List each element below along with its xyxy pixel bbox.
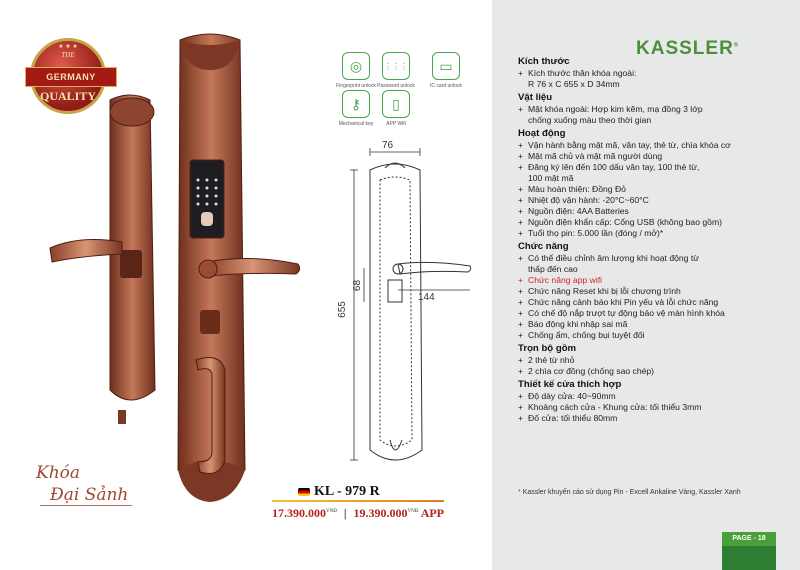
spec-item-text: Nguồn điện khẩn cấp: Cổng USB (không bao gồm) — [528, 217, 722, 227]
spec-item-text: Độ dày cửa: 40~90mm — [528, 391, 616, 401]
spec-item-text: Nhiệt độ vận hành: -20°C~60°C — [528, 195, 649, 205]
spec-item-text: Kích thước thân khóa ngoài: — [528, 68, 637, 78]
currency-1: VNĐ — [326, 509, 337, 514]
spec-item-text: Có thể điều chỉnh âm lượng khi hoạt động từ — [528, 253, 699, 263]
spec-item — [518, 286, 788, 297]
spec-item — [518, 104, 788, 126]
spec-items — [518, 104, 788, 126]
dim-width: 76 — [382, 140, 394, 151]
price-standard: 17.390.000 — [272, 506, 326, 520]
spec-item-text: Chức năng app wifi — [528, 275, 603, 285]
page-tab-bar — [722, 546, 776, 570]
price-app: 19.390.000 — [353, 506, 408, 520]
spec-item — [518, 355, 788, 366]
spec-item-text: Báo động khi nhập sai mã — [528, 319, 628, 329]
brand-mark: ® — [733, 42, 740, 49]
germany-flag-icon — [298, 488, 310, 496]
spec-item-text: Có chế độ nắp trượt tự động bảo vệ màn hình khóa — [528, 308, 725, 318]
spec-item-text: Mặt khóa ngoài: Hợp kim kẽm, mạ đồng 3 lớp — [528, 104, 703, 114]
spec-items — [518, 140, 788, 239]
spec-item-text: Đố cửa: tối thiểu 80mm — [528, 413, 618, 423]
phone-icon: ▯ — [382, 90, 410, 118]
feature-label: Fingerprint unlock — [336, 83, 376, 89]
feature-ic-card — [416, 52, 476, 89]
spec-item-text: Màu hoàn thiện: Đồng Đỏ — [528, 184, 626, 194]
spec-item-text: 2 thẻ từ nhỏ — [528, 355, 575, 365]
keypad-icon: ⋮⋮⋮ — [382, 52, 410, 80]
spec-item — [518, 217, 788, 228]
spec-heading: Vật liệu — [518, 92, 553, 103]
spec-item — [518, 413, 788, 424]
spec-item — [518, 253, 788, 275]
spec-item-text: Nguồn điện: 4AA Batteries — [528, 206, 629, 216]
model-code: KL - 979 R — [314, 484, 380, 499]
spec-item — [518, 391, 788, 402]
spec-item — [518, 140, 788, 151]
price-app-suffix: APP — [420, 506, 445, 520]
brand-name: KASSLER — [636, 38, 734, 59]
spec-item-text: Mật mã chủ và mật mã người dùng — [528, 151, 663, 161]
spec-item — [518, 402, 788, 413]
product-category-title — [36, 462, 128, 506]
spec-item — [518, 68, 788, 90]
spec-item-continuation: chống xuống màu theo thời gian — [528, 115, 652, 125]
spec-item-text: Chống ẩm, chống bụi tuyệt đối — [528, 330, 645, 340]
price-line: $17.390.000^{VNĐ}$ | $19.390.000^{VNĐ}$ APP — [272, 506, 445, 520]
spec-item-text: Tuổi thọ pin: 5.000 lần (đóng / mở)* — [528, 228, 664, 238]
spec-item-text: Khoảng cách cửa - Khung cửa: tối thiểu 3mm — [528, 402, 702, 412]
spec-heading: Hoạt động — [518, 128, 566, 139]
spec-item — [518, 162, 788, 184]
dim-handle-offset: 68 — [352, 279, 364, 292]
spec-item — [518, 184, 788, 195]
spec-heading: Kích thước — [518, 56, 570, 67]
spec-item — [518, 308, 788, 319]
spec-list — [518, 54, 788, 424]
note-text: Kassler khuyến cáo sử dụng Pin - Excell Ankaline Vàng, Kassler Xanh — [522, 489, 741, 496]
currency-2: VNĐ — [407, 509, 419, 514]
badge-bottom-text: QUALITY — [39, 89, 96, 103]
spec-item — [518, 206, 788, 217]
technical-drawing — [340, 140, 490, 480]
card-icon: ▭ — [432, 52, 460, 80]
feature-label: Mechanical key — [338, 121, 374, 127]
spec-item-text: Đăng ký lên đến 100 dấu vân tay, 100 thẻ từ, — [528, 162, 700, 172]
spec-item — [518, 319, 788, 330]
spec-item — [518, 151, 788, 162]
spec-items — [518, 391, 788, 424]
feature-app-wifi — [366, 90, 426, 127]
feature-label: APP Wifi — [386, 121, 406, 127]
spec-item-text: Chức năng Reset khi bị lỗi chương trình — [528, 286, 681, 296]
spec-item — [518, 195, 788, 206]
spec-item — [518, 330, 788, 341]
spec-item-text: 2 chìa cơ đồng (chống sao chép) — [528, 366, 655, 376]
model-name — [298, 484, 380, 500]
spec-item-continuation: 100 mật mã — [528, 173, 574, 183]
badge-stars: ★ ★ ★ — [58, 44, 78, 50]
spec-item-text: Vận hành bằng mật mã, vân tay, thẻ từ, chìa khóa cơ — [528, 140, 731, 150]
spec-items — [518, 355, 788, 377]
lock-product-image — [30, 30, 320, 530]
title-flourish — [40, 505, 132, 513]
spec-items — [518, 253, 788, 341]
spec-item-continuation: R 76 x C 655 x D 34mm — [528, 79, 620, 89]
spec-heading: Thiết kế cửa thích hợp — [518, 379, 622, 390]
feature-label: IC card unlock — [430, 83, 462, 89]
title-line-1: Khóa — [36, 463, 81, 483]
battery-note: * Kassler khuyến cáo sử dụng Pin - Excell Ankaline Vàng, Kassler Xanh — [518, 489, 741, 496]
dim-handle-length: 144 — [418, 292, 435, 303]
spec-item-continuation: thấp đến cao — [528, 264, 578, 274]
badge-ribbon: GERMANY — [25, 67, 117, 87]
spec-item — [518, 275, 788, 286]
spec-item — [518, 228, 788, 239]
page-number: PAGE - 18 — [722, 532, 776, 546]
fingerprint-icon: ◎ — [342, 52, 370, 80]
key-icon: ⚷ — [342, 90, 370, 118]
spec-item-text: Chức năng cảnh báo khi Pin yếu và lỗi chức năng — [528, 297, 719, 307]
spec-item — [518, 366, 788, 377]
title-line-2: Đại Sảnh — [50, 485, 129, 505]
spec-items — [518, 68, 788, 90]
spec-item — [518, 297, 788, 308]
spec-heading: Chức năng — [518, 241, 569, 252]
spec-heading: Trọn bộ gồm — [518, 343, 577, 354]
dim-height: 655 — [336, 301, 348, 318]
badge-top-text: THE — [61, 51, 75, 59]
price-rule — [272, 500, 444, 502]
feature-label: Password unlock — [377, 83, 415, 89]
